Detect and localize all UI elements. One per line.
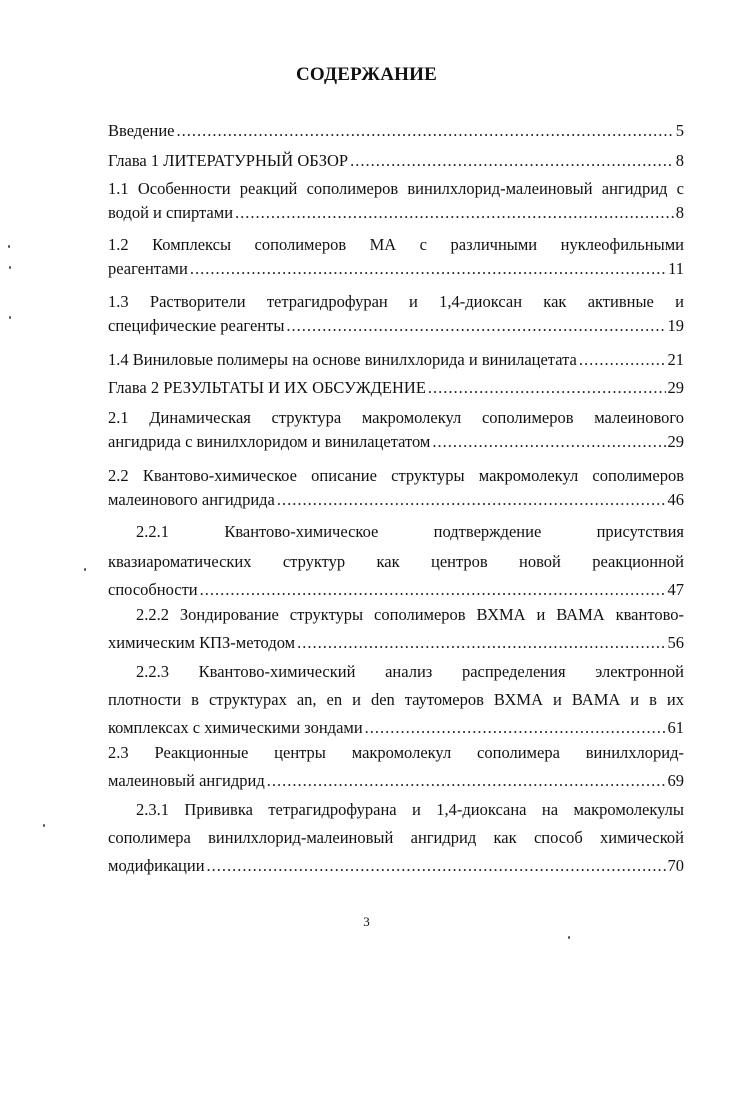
toc-page-number: 11 xyxy=(668,259,684,278)
toc-entry xyxy=(108,376,684,400)
toc-entry-label: модификации xyxy=(108,856,205,875)
toc-page-number: 29 xyxy=(667,378,684,397)
toc-entry-label: малеиновый ангидрид xyxy=(108,771,265,790)
scan-speck xyxy=(9,266,11,269)
toc-entry-text: плотности в структурах an, en и den таутомеров ВХМА и ВАМА и в их xyxy=(108,690,684,709)
toc-entry-label: малеинового ангидрида xyxy=(108,490,275,509)
toc-page-number: 8 xyxy=(675,151,684,170)
toc-entry xyxy=(108,798,684,878)
toc-entry xyxy=(108,520,684,602)
toc-entry-label: химическим КПЗ-методом xyxy=(108,633,296,652)
toc-entry-text: 2.3.1 Прививка тетрагидрофурана и 1,4-диоксана на макромолекулы xyxy=(136,800,684,819)
toc-entry-label: ангидрида с винилхлоридом и винилацетатом xyxy=(108,432,431,451)
toc-entry-label: способности xyxy=(108,580,198,599)
toc-entry-text: сополимера винилхлорид-малеиновый ангидрид как способ химической xyxy=(108,828,684,847)
scan-speck xyxy=(9,316,11,319)
toc-entry xyxy=(108,741,684,793)
toc-entry xyxy=(108,119,684,143)
toc-entry-text: 2.2.1 Квантово-химическое подтверждение присутствия xyxy=(136,522,684,541)
toc-page-number: 61 xyxy=(667,718,684,737)
toc-entry xyxy=(108,149,684,173)
toc-entry xyxy=(108,348,684,372)
toc-entry xyxy=(108,464,684,512)
toc-page-number: 46 xyxy=(667,490,684,509)
toc-entry-text: 1.3 Растворители тетрагидрофуран и 1,4-диоксан как активные и xyxy=(108,292,684,311)
toc-page-number: 29 xyxy=(667,432,684,451)
toc-page-number: 47 xyxy=(667,580,684,599)
toc-entry-text: 2.2.2 Зондирование структуры сополимеров ВХМА и ВАМА квантово- xyxy=(136,605,684,624)
toc-entry-text: 2.3 Реакционные центры макромолекул сополимера винилхлорид- xyxy=(108,743,684,762)
toc-entry xyxy=(108,177,684,225)
scan-speck xyxy=(84,568,86,571)
toc-entry-label: Введение xyxy=(108,121,175,140)
scan-speck xyxy=(43,824,45,827)
toc-page-number: 19 xyxy=(667,316,684,335)
scan-speck xyxy=(568,936,570,939)
toc-entry-text: 2.1 Динамическая структура макромолекул сополимеров малеинового xyxy=(108,408,684,427)
page-number: 3 xyxy=(363,914,370,929)
toc-entry-label: реагентами xyxy=(108,259,188,278)
toc-entry-text: квазиароматических структур как центров новой реакционной xyxy=(108,552,684,571)
toc-entry xyxy=(108,660,684,740)
toc-entry xyxy=(108,406,684,454)
toc-page-number: 5 xyxy=(675,121,684,140)
toc-entry xyxy=(108,290,684,338)
toc-entry-label: комплексах с химическими зондами xyxy=(108,718,363,737)
toc-entry xyxy=(108,603,684,655)
toc-entry-text: 1.1 Особенности реакций сополимеров винилхлорид-малеиновый ангидрид с xyxy=(108,179,684,198)
toc-page-number: 21 xyxy=(667,350,684,369)
toc-entry-label: водой и спиртами xyxy=(108,203,234,222)
toc-entry-label: Глава 1 ЛИТЕРАТУРНЫЙ ОБЗОР xyxy=(108,151,349,170)
scan-speck xyxy=(8,245,10,248)
page-title: СОДЕРЖАНИЕ xyxy=(296,64,437,85)
toc-page-number: 69 xyxy=(667,771,684,790)
toc-entry-text: 1.2 Комплексы сополимеров МА с различными нуклеофильными xyxy=(108,235,684,254)
toc-entry-label: Глава 2 РЕЗУЛЬТАТЫ И ИХ ОБСУЖДЕНИЕ xyxy=(108,378,426,397)
toc-page-number: 8 xyxy=(675,203,684,222)
toc-entry-text: 2.2 Квантово-химическое описание структуры макромолекул сополимеров xyxy=(108,466,684,485)
toc-entry-label: 1.4 Виниловые полимеры на основе винилхлорида и винилацетата xyxy=(108,350,577,369)
toc-entry xyxy=(108,233,684,281)
toc-page-number: 56 xyxy=(667,633,684,652)
toc-entry-text: 2.2.3 Квантово-химический анализ распределения электронной xyxy=(136,662,684,681)
toc-page-number: 70 xyxy=(667,856,684,875)
toc-entry-label: специфические реагенты xyxy=(108,316,285,335)
